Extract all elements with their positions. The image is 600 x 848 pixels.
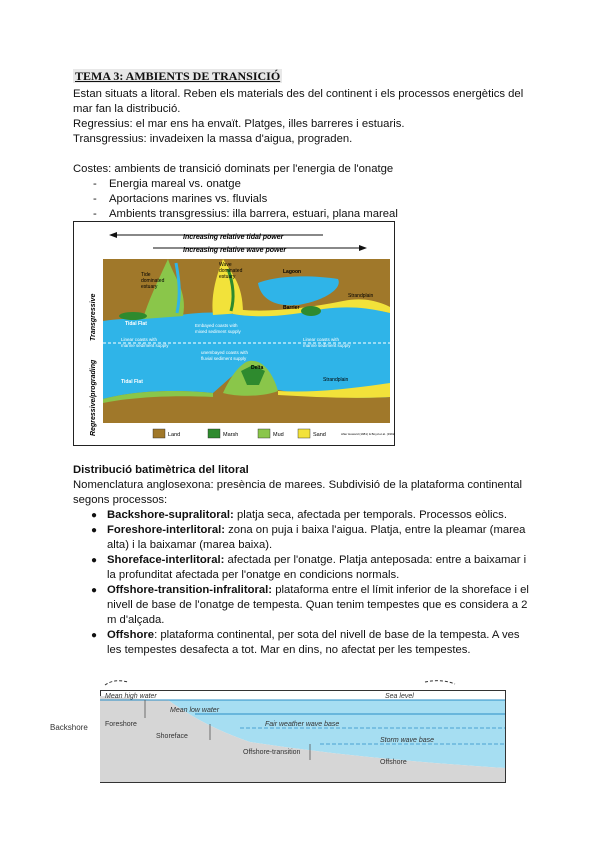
label-wave-estuary: Wave [219, 262, 232, 268]
label-shoreface: Shoreface [156, 733, 188, 740]
coastal-profile-figure [50, 670, 510, 785]
list-item: - Energia mareal vs. onatge [93, 178, 241, 190]
intro-line-1: Estan situats a litoral. Reben els materials des del continent i els processos energètics del [73, 88, 524, 100]
label-tidal-flat-top: Tidal Flat [125, 321, 147, 327]
svg-text:mixed sediment supply: mixed sediment supply [195, 329, 241, 334]
svg-text:dominated: dominated [141, 278, 165, 284]
label-linear-right: Linear coasts with [303, 337, 340, 342]
svg-text:estuary: estuary [219, 274, 236, 280]
label-mean-high-water: Mean high water [105, 693, 157, 700]
svg-text:estuary: estuary [141, 284, 158, 290]
label-storm-wave: Storm wave base [380, 737, 435, 744]
svg-text:marine sediment supply: marine sediment supply [303, 343, 351, 348]
legend-mud: Mud [273, 432, 284, 438]
list-item: - Ambients transgressius: illa barrera, estuari, plana mareal [93, 208, 398, 220]
list-item: ● Shoreface-interlitoral: afectada per l'onatge. Platja anteposada: entre a baixamar i la profunditat afectada per l'onatge en condicions normals. [91, 554, 527, 581]
svg-text:marine sediment supply: marine sediment supply [121, 343, 169, 348]
label-tide-estuary: Tide [141, 272, 151, 278]
list-item: ● Backshore-supralitoral: platja seca, afectada per temporals. Processos eòlics. [91, 509, 507, 521]
legend-sand: Sand [313, 432, 326, 438]
label-mean-low-water: Mean low water [170, 707, 220, 714]
label-strandplain-top: Strandplain [348, 293, 374, 299]
page-title: TEMA 3: AMBIENTS DE TRANSICIÓ [75, 69, 281, 83]
section-intro-2: segons processos: [73, 494, 168, 506]
label-sea-level: Sea level [385, 693, 414, 700]
label-fair-weather: Fair weather wave base [265, 721, 340, 728]
legend-marsh: Marsh [223, 432, 239, 438]
intro-line-4: Transgressius: invadeixen la massa d'aigua, prograden. [73, 133, 353, 145]
label-embayed: Embayed coasts with [195, 323, 238, 328]
coastal-environments-figure [73, 221, 395, 446]
side-label-regressive: Regressive/prograding [90, 359, 97, 436]
label-linear-left: Linear coasts with [121, 337, 158, 342]
list-item: ● Foreshore-interlitoral: zona on puja i baixa l'aigua. Platja, entre la pleamar (marea alta) i la baixamar (marea baixa). [91, 524, 526, 551]
label-offshore-transition: Offshore-transition [243, 749, 301, 756]
wave-power-label: Increasing relative wave power [183, 247, 287, 254]
svg-text:fluvial sediment supply: fluvial sediment supply [201, 356, 247, 361]
tidal-power-label: Increasing relative tidal power [183, 234, 284, 241]
label-tidal-flat-bottom: Tidal Flat [121, 379, 143, 385]
intro-line-2: mar fan la distribució. [73, 103, 181, 115]
svg-text:dominated: dominated [219, 268, 243, 274]
label-unembayed: unembayed coasts with [201, 350, 249, 355]
side-label-transgressive: Transgressive [90, 293, 97, 341]
legend-land: Land [168, 432, 181, 438]
figure-credit: After Howard (1981) & Boyd et al. (1992) [341, 432, 395, 436]
label-backshore: Backshore [50, 723, 88, 732]
list-item: ● Offshore-transition-infralitoral: plataforma entre el límit inferior de la shoreface i el nivell de base de l'onatge de tempesta. Quan tenim tempestes que es considera a 2 m d'alçada. [91, 584, 529, 626]
section-intro-1: Nomenclatura anglosexona: presència de marees. Subdivisió de la plataforma continental [73, 479, 523, 491]
label-foreshore: Foreshore [105, 721, 137, 728]
section-heading: Distribució batimètrica del litoral [73, 464, 249, 476]
label-lagoon: Lagoon [283, 269, 302, 275]
list-item: - Aportacions marines vs. fluvials [93, 193, 268, 205]
list-item: ● Offshore: plataforma continental, per sota del nivell de base de la tempesta. A ves les tempestes desafecta a tot. Mar en dins, no afectat per les tempestes. [91, 629, 520, 656]
intro-line-3: Regressius: el mar ens ha envaït. Platges, illes barreres i estuaris. [73, 118, 405, 130]
label-delta: Delta [251, 365, 264, 371]
coasts-heading: Costes: ambients de transició dominats per l'energia de l'onatge [73, 163, 394, 175]
label-offshore: Offshore [380, 759, 407, 766]
label-barrier: Barrier [283, 305, 300, 311]
label-strandplain-bottom: Strandplain [323, 377, 349, 383]
